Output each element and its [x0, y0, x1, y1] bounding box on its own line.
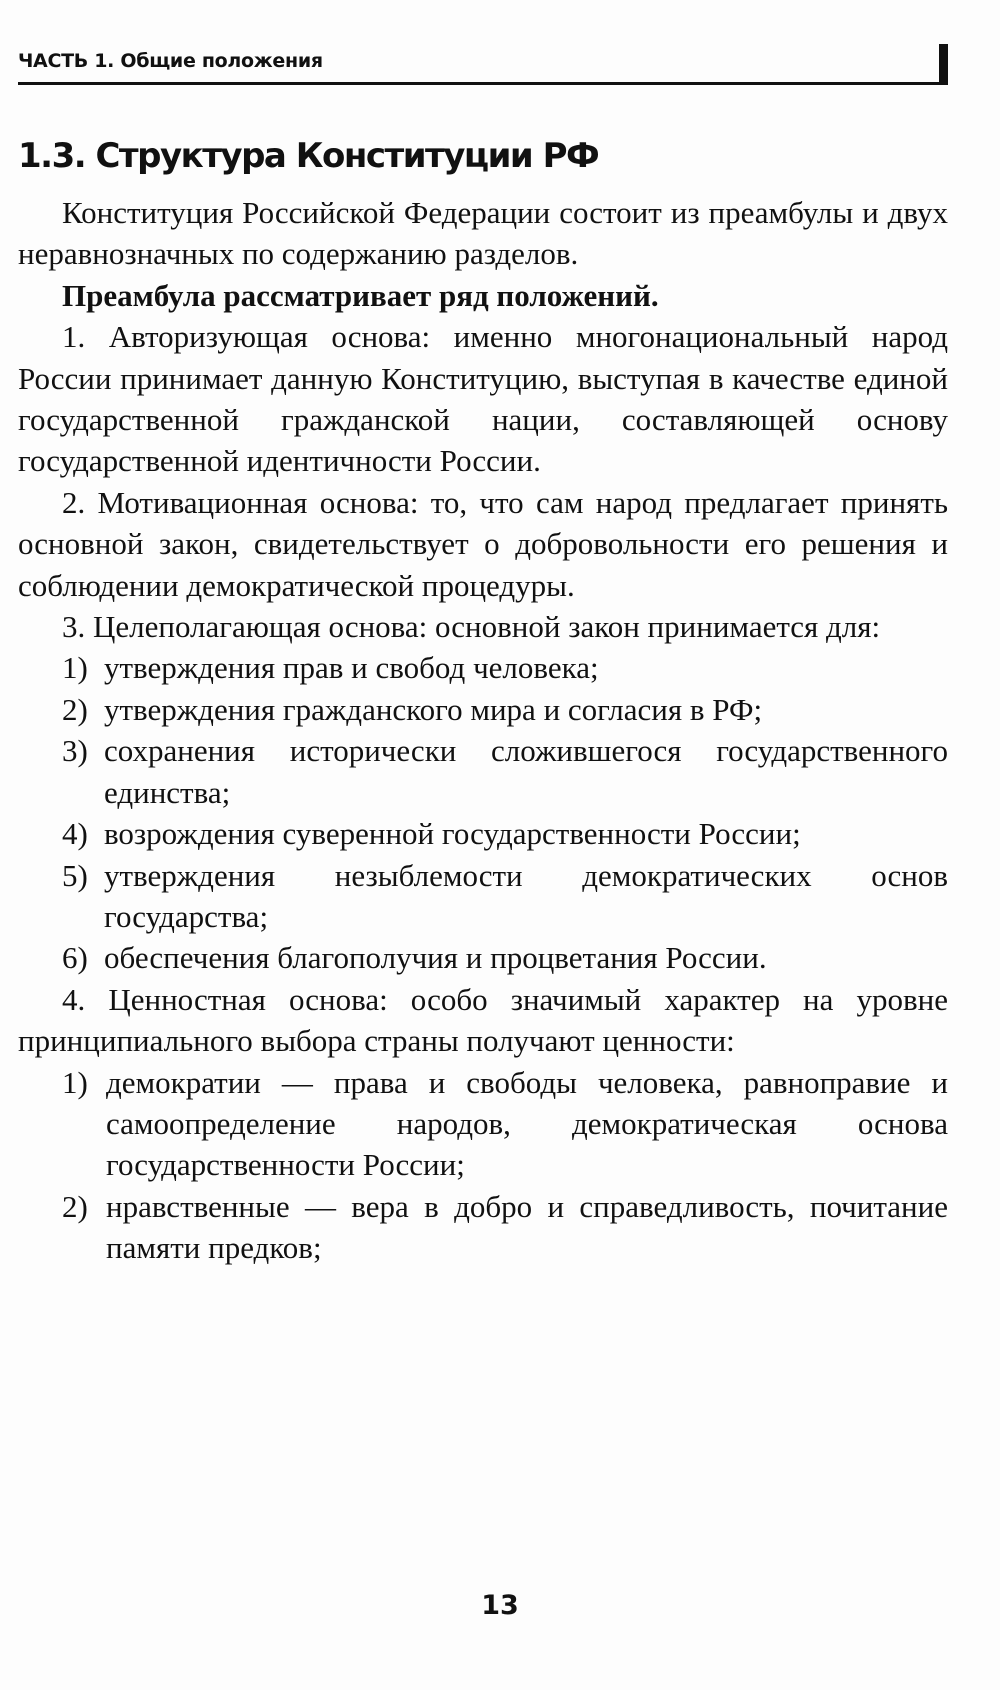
list-item [18, 1186, 948, 1269]
paragraph-preamble-heading: Преамбула рассматривает ряд положений. [62, 277, 659, 313]
paragraph-motivational-basis: 2. Мотивационная основа: то, что сам народ предлагает принять основной закон, свидетельствует о добровольности его решения и соблюдении демократической процедуры. [18, 484, 948, 603]
list-item-number: 2) [62, 1188, 88, 1224]
paragraph-authorizing-basis: 1. Авторизующая основа: именно многонациональный народ России принимает данную Конституцию, выступая в качестве единой государственной гражданской нации, составляющей основу государственной идентичности России. [18, 319, 948, 479]
section-title: 1.3. Структура Конституции РФ [18, 136, 599, 176]
running-head-text: ЧАСТЬ 1. Общие положения [18, 50, 323, 72]
running-head [18, 48, 948, 85]
values-list [18, 1062, 948, 1269]
list-item [18, 937, 948, 978]
list-item-text: возрождения суверенной государственности России; [104, 816, 801, 852]
list-item-text: сохранения исторически сложившегося государственного единства; [104, 733, 948, 810]
list-item-number: 2) [62, 691, 88, 727]
list-item [18, 647, 948, 688]
paragraph-value-basis: 4. Ценностная основа: особо значимый характер на уровне принципиального выбора страны получают ценности: [18, 981, 948, 1059]
paragraph-goal-basis: 3. Целеполагающая основа: основной закон принимается для: [62, 609, 881, 645]
list-item [18, 1062, 948, 1186]
body-text [18, 192, 948, 1269]
list-item-number: 1) [62, 1064, 88, 1100]
list-item-text: утверждения гражданского мира и согласия в РФ; [104, 691, 763, 727]
list-item-number: 6) [62, 940, 88, 976]
list-item [18, 855, 948, 938]
list-item [18, 730, 948, 813]
list-item [18, 813, 948, 854]
list-item-text: демократии — права и свободы человека, равноправие и самоопределение народов, демократическая основа государственности России; [106, 1064, 948, 1183]
list-item-text: обеспечения благополучия и процветания России. [104, 940, 767, 976]
list-item-number: 3) [62, 733, 88, 769]
list-item-number: 4) [62, 816, 88, 852]
paragraph-intro: Конституция Российской Федерации состоит из преамбулы и двух неравнозначных по содержанию разделов. [18, 195, 948, 272]
running-head-marker [939, 44, 948, 82]
list-item-text: утверждения прав и свобод человека; [104, 650, 599, 686]
list-item-text: нравственные — вера в добро и справедливость, почитание памяти предков; [106, 1188, 948, 1266]
list-item-number: 5) [62, 857, 88, 893]
list-item-text: утверждения незыблемости демократических основ государства; [104, 857, 948, 934]
list-item-number: 1) [62, 650, 88, 686]
list-item [18, 689, 948, 730]
page-number: 13 [481, 1590, 519, 1621]
goals-list [18, 647, 948, 978]
